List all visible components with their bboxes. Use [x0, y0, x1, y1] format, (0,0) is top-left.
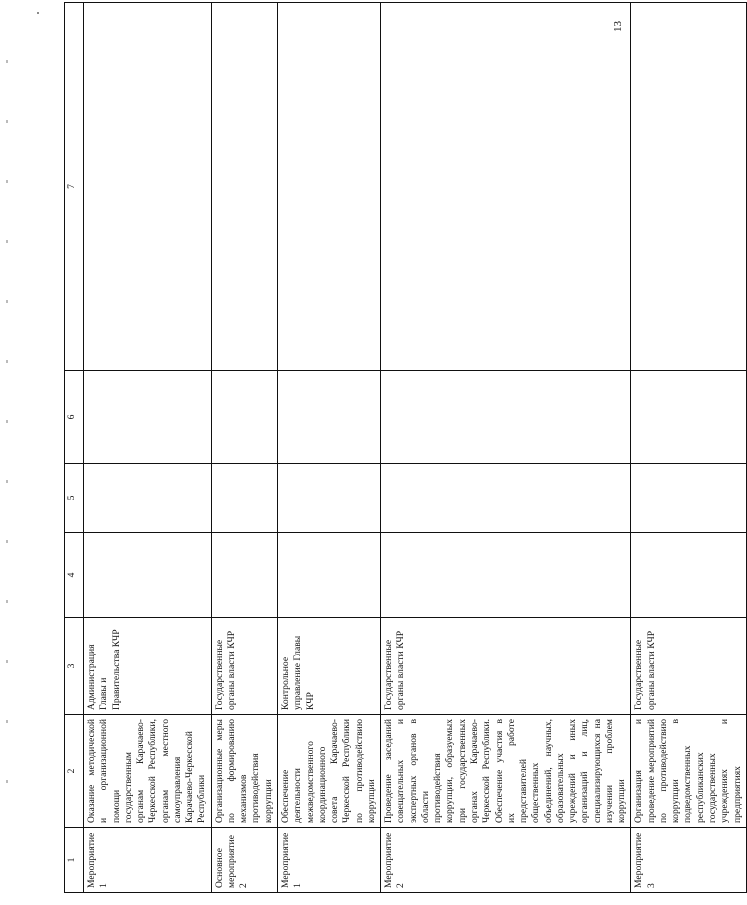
- row-cell-4: [381, 533, 631, 618]
- row-cell-6: [277, 371, 380, 464]
- row-cell-5: [211, 464, 277, 533]
- header-col-4: 4: [65, 533, 84, 618]
- scan-speck: [37, 12, 39, 14]
- row-description: Проведение заседаний совещательных и экспертных органов в области противодействия коррупции, образуемых при государственных органах Карачаево-Черкесской Республики. Обеспечение участия в их работе представителей общественных объединений, научных, образовательных учреждений и иных организаций и лиц, специализирующихся на изучении проблем коррупции: [381, 715, 631, 828]
- row-cell-6: [631, 371, 746, 464]
- row-label: Мероприятие 1: [84, 828, 212, 893]
- row-description: Обеспечение деятельности межведомственного координационного совета Карачаево-Черкесской Республики по противодействию коррупции: [277, 715, 380, 828]
- row-executor: Контрольное управление Главы КЧР: [277, 618, 380, 715]
- row-description: Оказание методической и организационной помощи государственным органам Карачаево-Черкесской Республики, органам местного самоуправления Карачаево-Черкесской Республики: [84, 715, 212, 828]
- row-cell-7: [211, 3, 277, 371]
- program-measures-table: [64, 2, 747, 893]
- header-col-6: 6: [65, 371, 84, 464]
- row-label: Мероприятие 1: [277, 828, 380, 893]
- row-cell-5: [631, 464, 746, 533]
- header-col-1: 1: [65, 828, 84, 893]
- row-cell-5: [277, 464, 380, 533]
- row-description: Организационные меры по формированию механизмов противодействия коррупции: [211, 715, 277, 828]
- row-label: Мероприятие 2: [381, 828, 631, 893]
- table-row: [84, 3, 212, 893]
- row-cell-7: [381, 3, 631, 371]
- row-label: Основное мероприятие 2: [211, 828, 277, 893]
- header-col-5: 5: [65, 464, 84, 533]
- row-cell-5: [381, 464, 631, 533]
- row-description: Организация и проведение мероприятий по противодействию коррупции в подведомственных республиканских государственных учреждениях и предприятиях: [631, 715, 746, 828]
- row-executor: Администрация Главы и Правительства КЧР: [84, 618, 212, 715]
- table-row: [211, 3, 277, 893]
- header-col-2: 2: [65, 715, 84, 828]
- table-row: [381, 3, 631, 893]
- row-cell-6: [84, 371, 212, 464]
- header-col-3: 3: [65, 618, 84, 715]
- table-header-row: [65, 3, 84, 893]
- page-number: 13: [612, 21, 624, 32]
- scan-margin-marks: [6, 60, 8, 840]
- table-row: [631, 3, 746, 893]
- row-cell-4: [631, 533, 746, 618]
- row-executor: Государственные органы власти КЧР: [211, 618, 277, 715]
- table-row: [277, 3, 380, 893]
- row-label: Мероприятие 3: [631, 828, 746, 893]
- row-cell-4: [84, 533, 212, 618]
- row-cell-6: [381, 371, 631, 464]
- header-col-7: 7: [65, 3, 84, 371]
- rotated-table-container: [64, 38, 743, 893]
- row-executor: Государственные органы власти КЧР: [631, 618, 746, 715]
- row-cell-7: [631, 3, 746, 371]
- row-executor: Государственные органы власти КЧР: [381, 618, 631, 715]
- row-cell-7: [277, 3, 380, 371]
- row-cell-4: [211, 533, 277, 618]
- row-cell-5: [84, 464, 212, 533]
- row-cell-6: [211, 371, 277, 464]
- row-cell-7: [84, 3, 212, 371]
- row-cell-4: [277, 533, 380, 618]
